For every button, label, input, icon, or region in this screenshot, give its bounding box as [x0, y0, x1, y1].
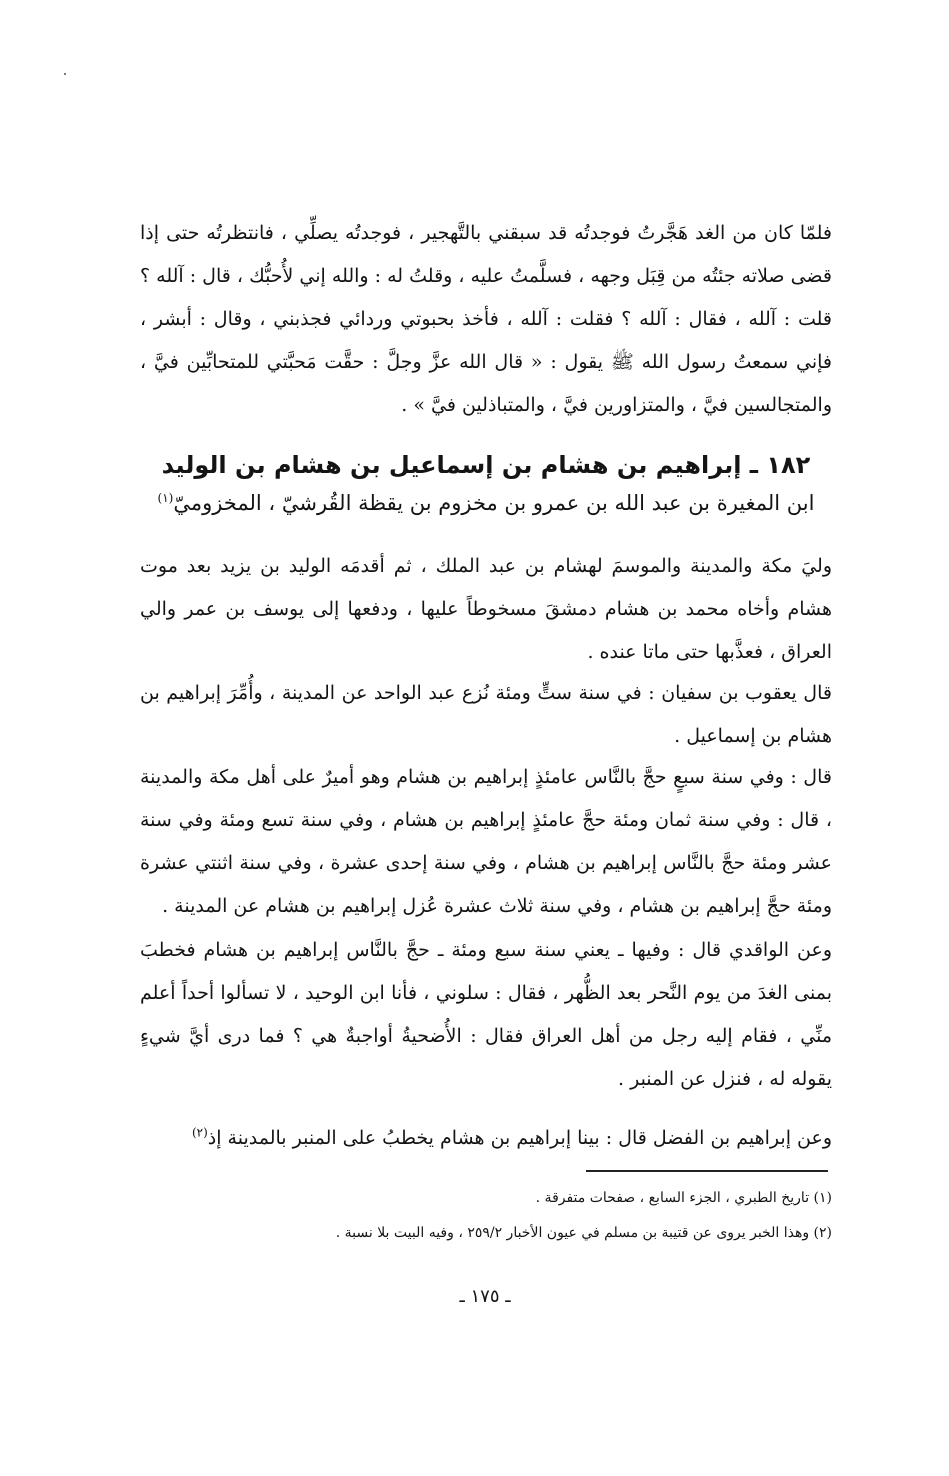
body-paragraph: وعن الواقدي قال : وفيها ـ يعني سنة سبع ومئة ـ حجَّ بالنَّاس إبراهيم بن هشام فخطبَ بمنى الغدَ من يوم النَّحر بعد الظُّهر ، فقال : سلوني ، فأنا ابن الوحيد ، لا تسألوا أحداً أعلم منِّي ، فقام إليه رجل من أهل العراق فقال : الأُضحيةُ أواجبةٌ هي ؟ فما درى أيَّ شيءٍ يقوله له ، فنزل عن المنبر . — [140, 939, 832, 1090]
body-paragraph: قال : وفي سنة سبعٍ حجَّ بالنَّاس عامئذٍ إبراهيم بن هشام وهو أميرٌ على أهل مكة والمدينة ، قال : وفي سنة ثمان ومئة حجَّ عامئذٍ إبراهيم بن هشام ، وفي سنة تسع ومئة وفي سنة عشر ومئة حجَّ بالنَّاس إبراهيم بن هشام ، وفي سنة إحدى عشرة ، وفي سنة اثنتي عشرة ومئة حجَّ إبراهيم بن هشام ، وفي سنة ثلاث عشرة عُزل إبراهيم بن هشام عن المدينة . — [140, 766, 832, 917]
footnote-2: (٢) وهذا الخبر يروى عن قتيبة بن مسلم في عيون الأخبار ٢٥٩/٢ ، وفيه البيت بلا نسبة . — [335, 1225, 832, 1241]
section-heading: ١٨٢ ـ إبراهيم بن هشام بن إسماعيل بن هشام بن الوليد — [161, 451, 811, 479]
footnote-ref-2: (٢) — [191, 1125, 208, 1140]
footnote-divider — [586, 1170, 828, 1172]
body-paragraph — [140, 1117, 832, 1160]
body-paragraph: قال يعقوب بن سفيان : في سنة ستٍّ ومئة نُزع عبد الواحد عن المدينة ، وأُمِّرَ إبراهيم بن هشام بن إسماعيل . — [140, 682, 832, 747]
footnote-1: (١) تاريخ الطبري ، الجزء السابع ، صفحات متفرقة . — [535, 1190, 832, 1206]
scan-speck — [64, 73, 66, 75]
page-number: ـ ١٧٥ ـ — [459, 1286, 511, 1307]
subheading-text: ابن المغيرة بن عبد الله بن عمرو بن مخزوم بن يقظة القُرشيّ ، المخزوميّ — [173, 491, 815, 515]
paragraph-text: وعن إبراهيم بن الفضل قال : بينا إبراهيم بن هشام يخطبُ على المنبر بالمدينة إذ — [207, 1127, 832, 1149]
body-paragraph: وليَ مكة والمدينة والموسمَ لهشام بن عبد الملك ، ثم أقدمَه الوليد بن يزيد بعد موت هشام وأخاه محمد بن هشام دمشقَ مسخوطاً عليها ، ودفعها إلى يوسف بن عمر والي العراق ، فعذَّبها حتى ماتا عنده . — [140, 555, 832, 663]
footnote-ref-1: (١) — [157, 491, 174, 505]
section-subheading — [140, 485, 832, 521]
body-paragraph: فلمّا كان من الغد هَجَّرتُ فوجدتُه قد سبقني بالتَّهجير ، فوجدتُه يصلِّي ، فانتظرتُه حتى إذا قضى صلاته جئتُه من قِبَل وجهه ، فسلَّمتُ عليه ، وقلتُ له : والله إني لأُحبُّك ، قال : آلله ؟ قلت : آلله ، فقال : آلله ؟ فقلت : آلله ، فأخذ بحبوتي وردائي فجذبني ، وقال : أبشر ، فإني سمعتُ رسول الله ﷺ يقول : « قال الله عزَّ وجلَّ : حقَّت مَحبَّتي للمتحابِّين فيَّ ، والمتجالسين فيَّ ، والمتزاورين فيَّ ، والمتباذلين فيَّ » . — [140, 222, 832, 416]
